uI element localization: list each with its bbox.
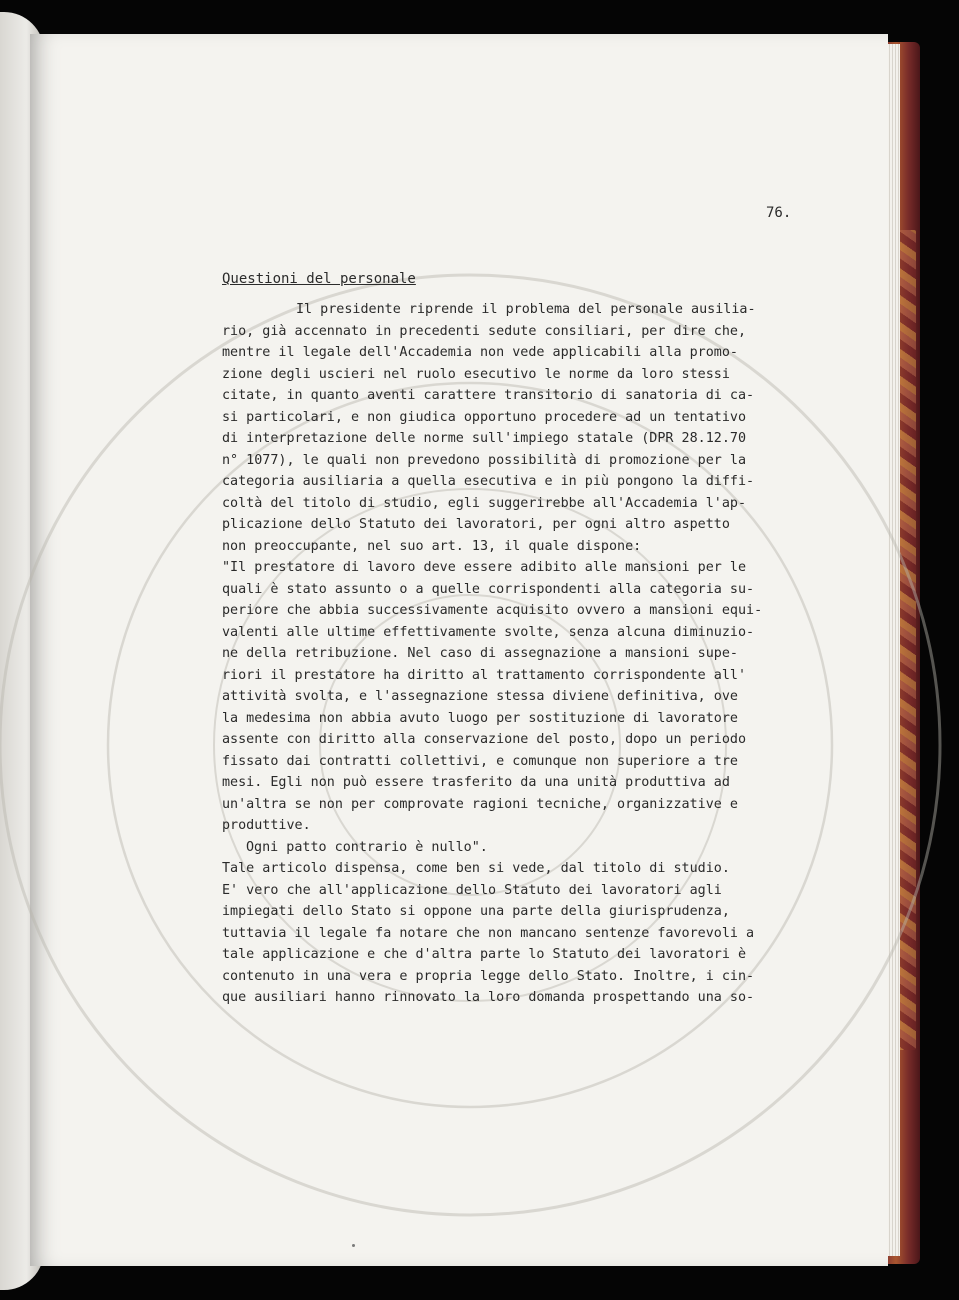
text-line: coltà del titolo di studio, egli suggerirebbe all'Accademia l'ap- — [222, 495, 747, 511]
text-line: Il presidente riprende il problema del personale ausilia- — [296, 302, 756, 317]
text-line: si particolari, e non giudica opportuno procedere ad un tentativo — [222, 409, 747, 425]
text-line: assente con diritto alla conservazione del posto, dopo un periodo — [222, 732, 747, 747]
text-line: rio, già accennato in precedenti sedute consiliari, per dire che, — [222, 323, 747, 339]
text-line: Tale articolo dispensa, come ben si vede, dal titolo di studio. — [222, 861, 730, 876]
page-number: 76. — [766, 205, 792, 221]
text-line: non preoccupante, nel suo art. 13, il quale dispone: — [222, 538, 642, 554]
text-line: tale applicazione e che d'altra parte lo Statuto dei lavoratori è — [222, 947, 747, 962]
text-line: E' vero che all'applicazione dello Statuto dei lavoratori agli — [222, 882, 722, 898]
text-line: ne della retribuzione. Nel caso di assegnazione a mansioni supe- — [222, 646, 738, 661]
text-line: attività svolta, e l'assegnazione stessa diviene definitiva, ove — [222, 689, 738, 704]
text-line: categoria ausiliaria a quella esecutiva e in più pongono la diffi- — [222, 474, 755, 489]
text-line: plicazione dello Statuto dei lavoratori, per ogni altro aspetto — [222, 517, 730, 532]
text-line: n° 1077), le quali non prevedono possibilità di promozione per la — [222, 452, 747, 468]
text-line: mesi. Egli non può essere trasferito da una unità produttiva ad — [222, 775, 730, 790]
text-line: contenuto in una vera e propria legge dello Stato. Inoltre, i cin- — [222, 968, 755, 984]
section-heading: Questioni del personale — [222, 271, 416, 287]
text-line: produttive. — [222, 818, 311, 833]
text-line: periore che abbia successivamente acquisito ovvero a mansioni equi- — [222, 603, 763, 618]
text-line: citate, in quanto aventi carattere transitorio di sanatoria di ca- — [222, 388, 755, 403]
text-line: la medesima non abbia avuto luogo per sostituzione di lavoratore — [222, 710, 738, 726]
text-line: que ausiliari hanno rinnovato la loro domanda prospettando una so- — [222, 990, 755, 1005]
text-line: di interpretazione delle norme sull'impiego statale (DPR 28.12.70 — [222, 431, 747, 446]
text-line: Ogni patto contrario è nullo". — [246, 839, 488, 855]
body-text — [222, 299, 822, 1009]
paper-speck — [352, 1244, 355, 1247]
text-line: impiegati dello Stato si oppone una parte della giurisprudenza, — [222, 904, 730, 919]
text-line: fissato dai contratti collettivi, e comunque non superiore a tre — [222, 753, 738, 769]
text-line: quali è stato assunto o a quelle corrispondenti alla categoria su- — [222, 581, 755, 597]
text-line: tuttavia il legale fa notare che non mancano sentenze favorevoli a — [222, 925, 755, 941]
text-line: "Il prestatore di lavoro deve essere adibito alle mansioni per le — [222, 560, 747, 575]
text-line: riori il prestatore ha diritto al trattamento corrispondente all' — [222, 667, 747, 683]
text-line: mentre il legale dell'Accademia non vede applicabili alla promo- — [222, 345, 738, 360]
text-line: un'altra se non per comprovate ragioni tecniche, organizzative e — [222, 796, 738, 812]
text-line: valenti alle ultime effettivamente svolte, senza alcuna diminuzio- — [222, 624, 755, 640]
text-line: zione degli uscieri nel ruolo esecutivo le norme da loro stessi — [222, 366, 730, 382]
